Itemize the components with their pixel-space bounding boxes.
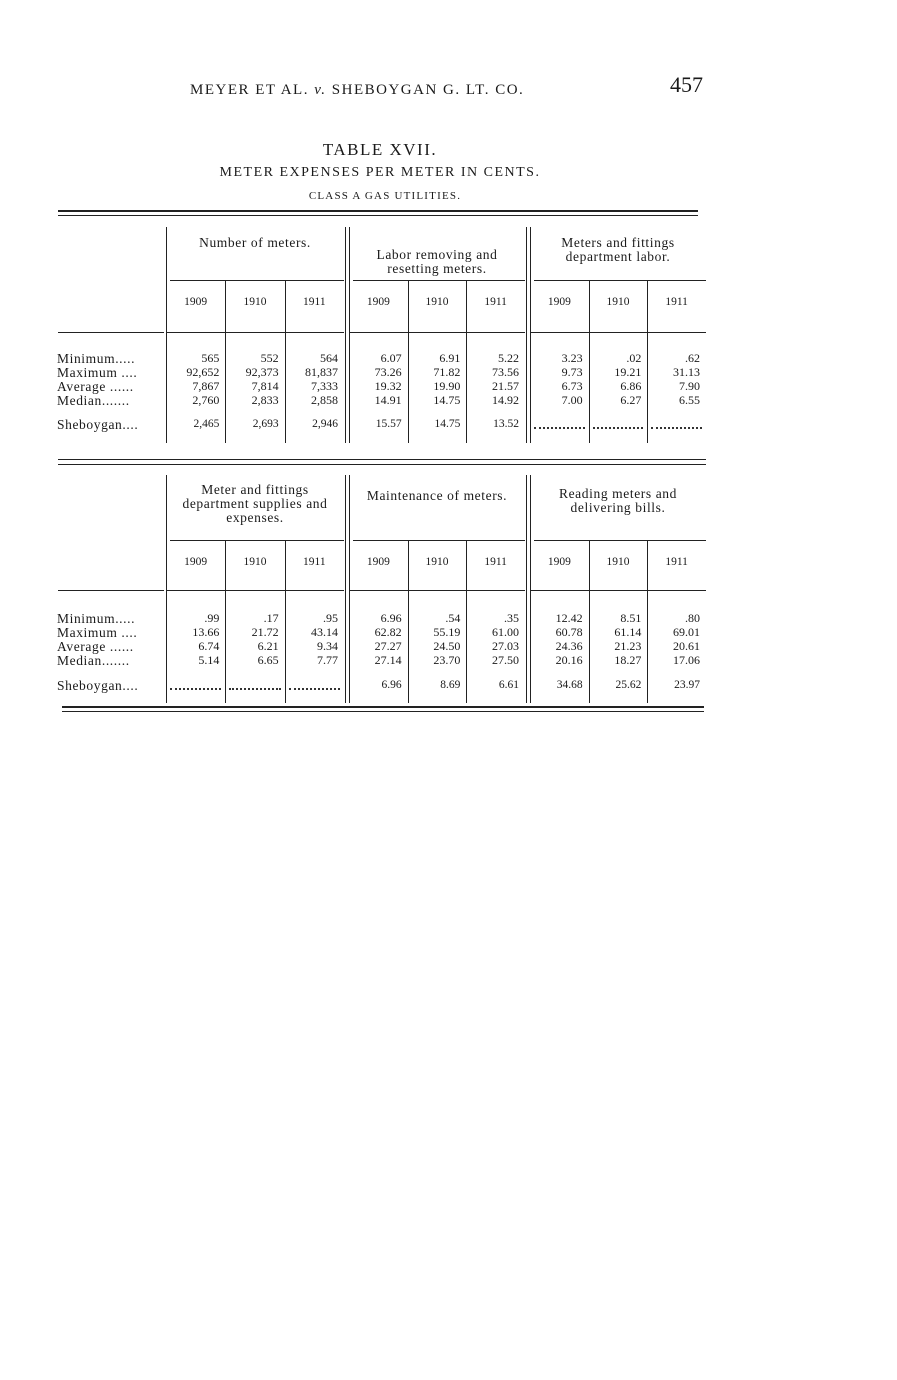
panel-1-group-1-heading: Number of meters.	[199, 235, 311, 250]
panel-2-group-3-cell: .80	[685, 611, 700, 625]
panel-2-group-2-cell: 61.00	[492, 625, 519, 639]
panel-2-group-2-cell: 23.70	[433, 653, 461, 667]
panel-2-row-label: Average ......	[57, 639, 134, 654]
panel-1-group-1-cell: 7,814	[251, 379, 279, 393]
panel-2-label-rule	[58, 590, 164, 591]
panel-2-group-2-cell: 55.19	[433, 625, 461, 639]
panel-1-group-3-left-border-double	[526, 227, 527, 443]
panel-1-group-2-sheboygan-cell: 14.75	[434, 418, 461, 430]
panel-1-group-2-heading-rule	[353, 280, 525, 281]
table-bottom-rule-thin	[62, 711, 704, 712]
panel-2-group-1-heading-rule	[170, 540, 344, 541]
panel-2-group-2-year-1909: 1909	[366, 556, 390, 568]
panel-2-group-3-cell: 61.14	[614, 625, 642, 639]
panel-1-group-3-cell: .62	[685, 351, 700, 365]
panel-1-group-2-year-1909: 1909	[366, 296, 390, 308]
panel-1-group-1-year-1910: 1910	[243, 296, 267, 308]
panel-1-group-1-sheboygan-cell: 2,465	[193, 418, 220, 430]
panel-2-row-label: Median.......	[57, 653, 130, 668]
panel-1-group-1-years-rule	[166, 332, 344, 333]
panel-2-group-1-cell: 13.66	[192, 625, 220, 639]
panel-1-group-3-cell: 6.73	[561, 379, 583, 393]
panel-2-group-1-year-1911: 1911	[303, 556, 326, 568]
panel-1-group-1-sheboygan-cell: 2,693	[252, 418, 279, 430]
panel-2-group-1-heading: Meter and fittings department supplies and expenses.	[182, 482, 328, 525]
panel-2-group-1-sheboygan-dots	[229, 688, 280, 690]
panel-2-group-3-cell: 20.61	[673, 639, 700, 653]
panel-1-label-rule	[58, 332, 164, 333]
panel-2-group-1-cell: .99	[204, 611, 220, 625]
panel-2-group-1-cell: 21.72	[251, 625, 279, 639]
panel-1-group-2-cell: 6.91	[439, 351, 461, 365]
panel-1-group-1-cell: 92,373	[245, 365, 279, 379]
panel-1-group-1-year-1909: 1909	[184, 296, 208, 308]
panel-1-row-label: Median.......	[57, 393, 130, 408]
running-head-right: SHEBOYGAN G. LT. CO.	[331, 82, 525, 98]
panel-2-group-3-year-1911: 1911	[665, 556, 688, 568]
panel-2-group-2-heading: Maintenance of meters.	[366, 488, 508, 503]
panel-1-group-2-cell: 73.56	[492, 365, 519, 379]
panel-2-group-3-sheboygan-cell: 34.68	[556, 679, 583, 691]
panel-2-group-3-left-border	[530, 475, 531, 703]
panel-2-group-2-cell: 6.96	[380, 611, 402, 625]
panel-2-group-3-cell: 12.42	[555, 611, 583, 625]
table-top-rule	[58, 210, 698, 212]
panel-2-group-3-left-border-double	[526, 475, 527, 703]
panel-2-group-1-cell: .17	[263, 611, 279, 625]
panel-2-group-1-left-border	[166, 475, 167, 703]
panel-1-group-2-year-1910: 1910	[425, 296, 449, 308]
panel-1-group-3-heading: Meters and fittings department labor.	[561, 235, 675, 264]
panel-2-group-2-sheboygan-cell: 6.61	[498, 679, 519, 691]
panel-1-group-3-heading-rule	[534, 280, 706, 281]
panel-2-group-1-sheboygan-dots	[289, 688, 340, 690]
panel-1-group-2-cell: 14.75	[433, 393, 461, 407]
panel-2-row-label: Maximum ....	[57, 625, 138, 640]
panel-2-group-3-years-rule	[530, 590, 706, 591]
panel-2-group-3-sheboygan-cell: 25.62	[615, 679, 642, 691]
panel-2-group-2-cell: .54	[445, 611, 461, 625]
panel-1-group-3-cell: 6.27	[620, 393, 642, 407]
panel-1-group-1-cell: 2,833	[251, 393, 279, 407]
panel-1-group-2-left-border	[349, 227, 350, 443]
panel-1-group-1-cell: 564	[320, 351, 338, 365]
panel-2-group-2-cell: .35	[504, 611, 519, 625]
panel-2-group-1-years-rule	[166, 590, 344, 591]
panel-1-group-3-year-1910: 1910	[606, 296, 630, 308]
panel-1-group-3-cell: 31.13	[673, 365, 700, 379]
panel-1-group-3-cell: 6.55	[679, 393, 700, 407]
panel-2-group-1-cell: 5.14	[198, 653, 220, 667]
panel-2-group-1-cell: 6.65	[257, 653, 279, 667]
running-head-versus: v.	[314, 82, 327, 98]
table-subtitle: METER EXPENSES PER METER IN CENTS.	[219, 165, 541, 180]
panel-2-separator-rule	[58, 459, 706, 460]
running-head	[190, 82, 524, 99]
panel-1-group-2-cell: 73.26	[374, 365, 402, 379]
panel-1-row-label: Average ......	[57, 379, 134, 394]
table-title: TABLE XVII.	[322, 140, 438, 159]
panel-2-group-3-year-1909: 1909	[547, 556, 571, 568]
panel-2-group-1-cell: .95	[323, 611, 338, 625]
panel-1-group-2-year-1911: 1911	[484, 296, 507, 308]
panel-1-group-3-sheboygan-dots	[534, 427, 585, 429]
panel-2-group-1-cell: 6.74	[198, 639, 220, 653]
panel-2-group-2-cell: 27.50	[492, 653, 519, 667]
panel-2-group-2-sheboygan-cell: 6.96	[381, 679, 402, 691]
panel-1-group-3-cell: 7.00	[561, 393, 583, 407]
panel-1-group-1-cell: 565	[201, 351, 220, 365]
panel-2-group-2-cell: 24.50	[433, 639, 461, 653]
panel-2-group-3-cell: 17.06	[673, 653, 700, 667]
panel-1-group-3-cell: .02	[626, 351, 642, 365]
panel-2-group-2-cell: 27.27	[374, 639, 402, 653]
page-number: 457	[670, 72, 703, 97]
panel-2-group-3-cell: 21.23	[614, 639, 642, 653]
panel-1-group-3-cell: 6.86	[620, 379, 642, 393]
panel-2-group-2-year-1910: 1910	[425, 556, 449, 568]
panel-1-group-3-left-border	[530, 227, 531, 443]
panel-2-row-label: Sheboygan....	[57, 678, 139, 693]
panel-1-group-1-cell: 92,652	[186, 365, 220, 379]
panel-2-group-2-left-border-double	[345, 475, 346, 703]
panel-2-group-3-cell: 69.01	[673, 625, 700, 639]
panel-1-group-2-sheboygan-cell: 15.57	[375, 418, 402, 430]
table-bottom-rule	[62, 706, 704, 708]
panel-2-group-1-cell: 7.77	[317, 653, 338, 667]
panel-1-group-2-cell: 19.32	[374, 379, 402, 393]
panel-1-group-2-cell: 14.92	[492, 393, 519, 407]
panel-2-group-3-heading-rule	[534, 540, 706, 541]
panel-1-group-2-cell: 21.57	[492, 379, 519, 393]
panel-1-group-3-year-1911: 1911	[665, 296, 688, 308]
panel-1-group-3-cell: 19.21	[614, 365, 642, 379]
panel-1-group-3-year-1909: 1909	[547, 296, 571, 308]
panel-1-group-3-cell: 7.90	[679, 379, 700, 393]
panel-2-group-2-heading-rule	[353, 540, 525, 541]
panel-1-group-2-cell: 6.07	[380, 351, 402, 365]
panel-1-group-1-cell: 552	[260, 351, 279, 365]
panel-2-group-3-heading: Reading meters and delivering bills.	[558, 486, 677, 515]
panel-1-group-1-cell: 81,837	[305, 365, 338, 379]
panel-2-group-2-left-border	[349, 475, 350, 703]
panel-1-group-3-years-rule	[530, 332, 706, 333]
panel-1-group-1-cell: 2,858	[311, 393, 338, 407]
panel-1-group-1-sheboygan-cell: 2,946	[312, 418, 338, 430]
table-class-line: CLASS A GAS UTILITIES.	[308, 190, 462, 202]
panel-1-group-1-cell: 2,760	[192, 393, 220, 407]
panel-2-group-1-cell: 6.21	[257, 639, 279, 653]
panel-1-group-2-left-border-double	[345, 227, 346, 443]
table-top-rule-thin	[58, 215, 698, 216]
panel-1-group-1-cell: 7,867	[192, 379, 220, 393]
panel-2-group-3-year-1910: 1910	[606, 556, 630, 568]
panel-2-group-3-cell: 60.78	[555, 625, 583, 639]
panel-2-group-3-sheboygan-cell: 23.97	[674, 679, 700, 691]
panel-2-separator-rule-2	[58, 464, 706, 465]
panel-1-group-2-cell: 14.91	[374, 393, 402, 407]
panel-2-group-1-cell: 43.14	[311, 625, 338, 639]
panel-2-group-3-cell: 8.51	[620, 611, 642, 625]
panel-2-group-2-years-rule	[349, 590, 525, 591]
panel-1-group-1-cell: 7,333	[311, 379, 338, 393]
panel-1-group-2-cell: 5.22	[498, 351, 519, 365]
panel-2-group-2-cell: 27.14	[374, 653, 402, 667]
panel-2-group-3-cell: 18.27	[614, 653, 642, 667]
panel-2-group-2-year-1911: 1911	[484, 556, 507, 568]
panel-1-group-2-cell: 71.82	[433, 365, 461, 379]
panel-2-row-label: Minimum.....	[57, 611, 136, 626]
panel-1-group-2-sheboygan-cell: 13.52	[493, 418, 519, 430]
panel-1-row-label: Maximum ....	[57, 365, 138, 380]
panel-1-group-3-cell: 9.73	[561, 365, 583, 379]
panel-1-group-1-year-1911: 1911	[303, 296, 326, 308]
panel-2-group-2-cell: 27.03	[492, 639, 519, 653]
panel-1-group-2-heading: Labor removing and resetting meters.	[376, 247, 498, 276]
panel-2-group-3-cell: 24.36	[555, 639, 583, 653]
panel-1-group-3-cell: 3.23	[561, 351, 583, 365]
panel-2-group-1-sheboygan-dots	[170, 688, 221, 690]
running-head-left: MEYER ET AL.	[190, 82, 309, 98]
panel-2-group-1-year-1910: 1910	[243, 556, 267, 568]
panel-2-group-2-cell: 62.82	[374, 625, 402, 639]
panel-1-group-2-cell: 19.90	[433, 379, 461, 393]
panel-2-group-2-sheboygan-cell: 8.69	[440, 679, 461, 691]
panel-1-group-1-left-border	[166, 227, 167, 443]
panel-1-group-3-sheboygan-dots	[593, 427, 644, 429]
panel-1-group-2-years-rule	[349, 332, 525, 333]
panel-1-row-label: Minimum.....	[57, 351, 136, 366]
panel-1-group-3-sheboygan-dots	[651, 427, 702, 429]
panel-1-group-1-heading-rule	[170, 280, 344, 281]
panel-1-row-label: Sheboygan....	[57, 417, 139, 432]
panel-2-group-1-year-1909: 1909	[184, 556, 208, 568]
panel-2-group-1-cell: 9.34	[317, 639, 338, 653]
panel-2-group-3-cell: 20.16	[555, 653, 583, 667]
